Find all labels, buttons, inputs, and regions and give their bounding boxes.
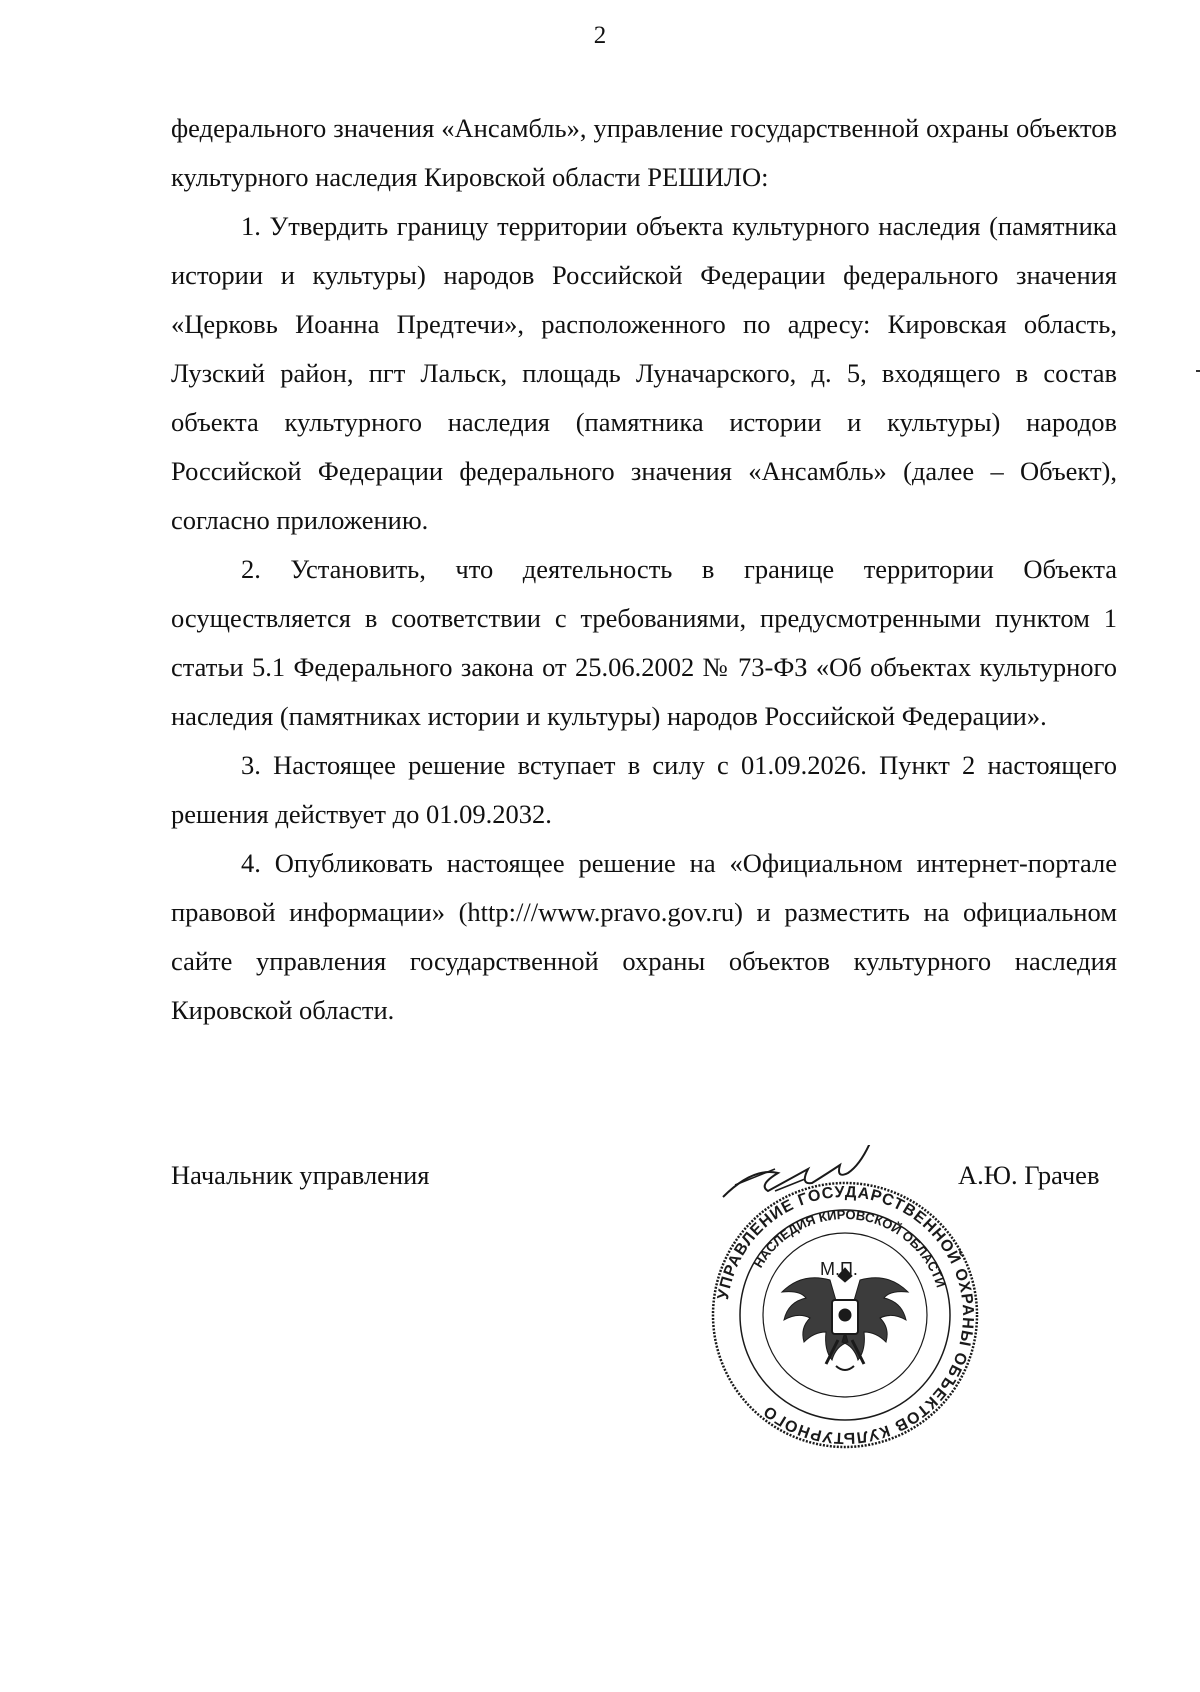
page-number: 2: [593, 22, 607, 49]
stamp-mp-mark: М.П.: [820, 1259, 858, 1279]
official-seal: [710, 1180, 980, 1450]
paragraph-item-3: 3. Настоящее решение вступает в силу с 01.09.2026. Пункт 2 настоящего решения действует до 01.09.2032.: [171, 750, 1117, 829]
margin-mark: [1196, 370, 1200, 372]
signatory-position: Начальник управления: [171, 1160, 430, 1190]
stamp-outer-text: УПРАВЛЕНИЕ ГОСУДАРСТВЕННОЙ ОХРАНЫ ОБЪЕКТОВ КУЛЬТУРНОГО: [714, 1183, 977, 1447]
paragraph-item-2: 2. Установить, что деятельность в границе территории Объекта осуществляется в соответствии с требованиями, предусмотренными пунктом 1 статьи 5.1 Федерального закона от 25.06.2002 № 73-ФЗ «Об объектах культурного наследия (памятниках истории и культуры) народов Российской Федерации».: [171, 554, 1117, 731]
signatory-name: А.Ю. Грачев: [958, 1160, 1100, 1190]
paragraph-item-1: 1. Утвердить границу территории объекта культурного наследия (памятника истории и культуры) народов Российской Федерации федерального значения «Церковь Иоанна Предтечи», расположенного по адресу: Кировская область, Лузский район, пгт Лальск, площадь Луначарского, д. 5, входящего в состав объекта культурного наследия (памятника истории и культуры) народов Российской Федерации федерального значения «Ансамбль» (далее – Объект), согласно приложению.: [171, 211, 1117, 535]
coat-of-arms-icon: [782, 1268, 908, 1370]
document-body: [171, 104, 1117, 1035]
paragraph-preamble: федерального значения «Ансамбль», управление государственной охраны объектов культурного наследия Кировской области РЕШИЛО:: [171, 113, 1117, 192]
paragraph-item-4: 4. Опубликовать настоящее решение на «Официальном интернет-портале правовой информации» (http:///www.pravo.gov.ru) и разместить на официальном сайте управления государственной охраны объектов культурного наследия Кировской области.: [171, 848, 1117, 1025]
stamp-inner-text: НАСЛЕДИЯ КИРОВСКОЙ ОБЛАСТИ: [750, 1206, 949, 1290]
handwritten-signature: [715, 1145, 925, 1215]
